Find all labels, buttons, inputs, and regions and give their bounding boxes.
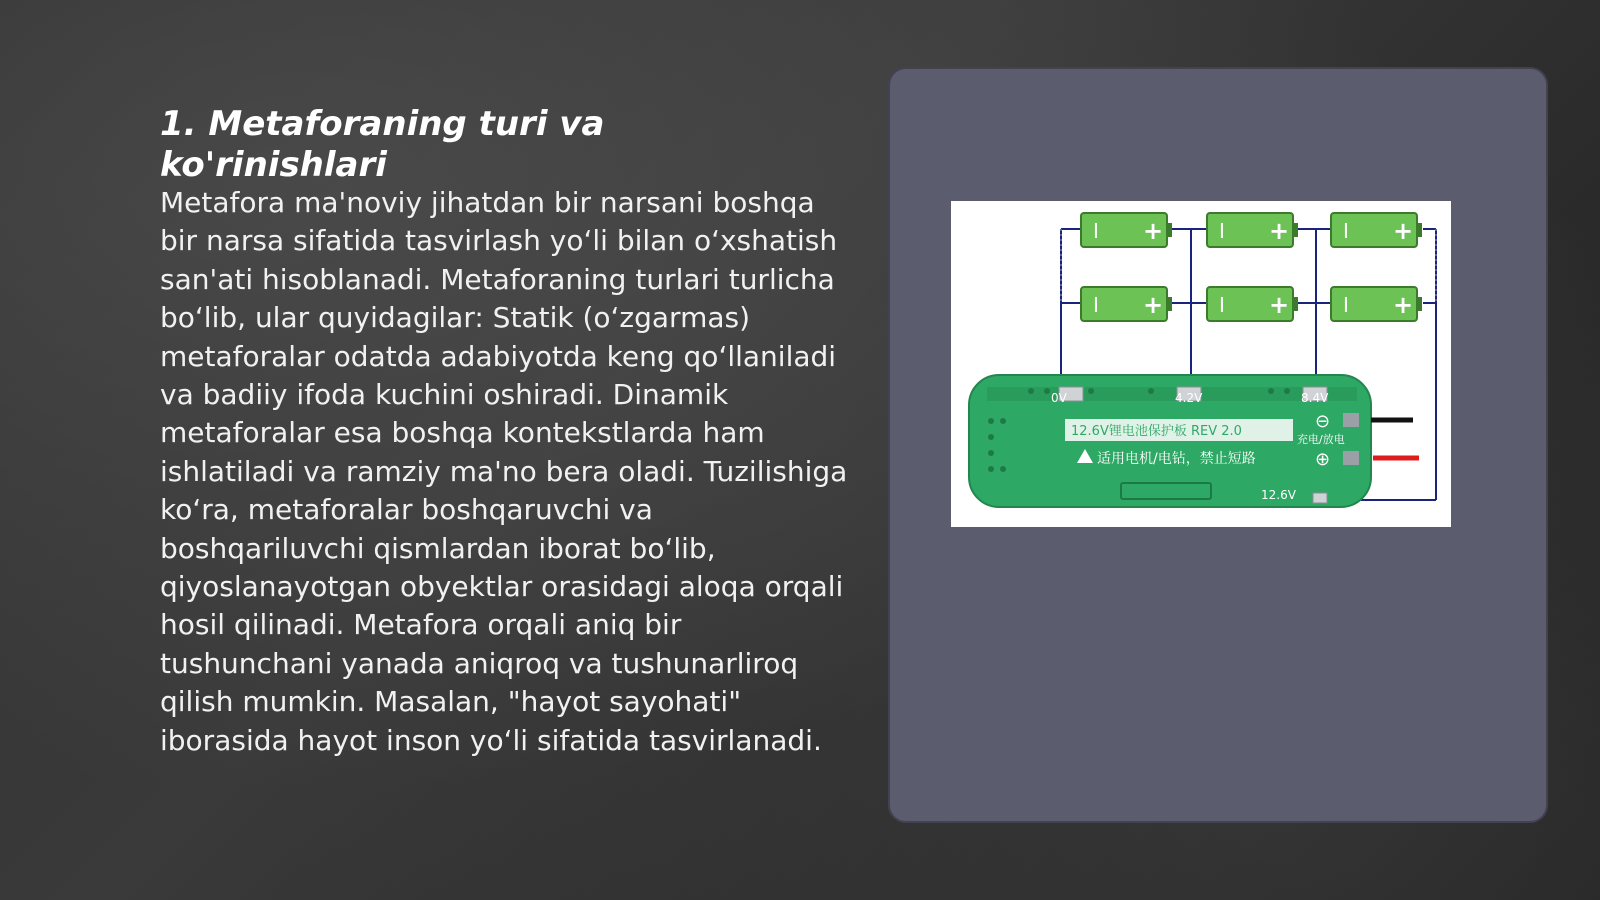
cell-plus-label: + <box>1393 291 1414 319</box>
board-warning-label: 适用电机/电钻，禁止短路 <box>1097 451 1256 467</box>
terminal-label-4v2: 4.2V <box>1175 391 1203 405</box>
cell-plus-label: + <box>1143 291 1164 319</box>
cell-minus-label: I <box>1093 219 1099 243</box>
cell-plus-label: + <box>1143 217 1164 245</box>
cell-minus-label: I <box>1219 219 1225 243</box>
slide-body-text: Metafora ma'noviy jihatdan bir narsani boshqa bir narsa sifatida tasvirlash yo‘li bilan o‘xshatish san'ati hisoblanadi. Metaforaning turlari turlicha bo‘lib, ular quyidagilar: Statik (o‘zgarmas) metaforalar odatda adabiyotda keng qo‘llaniladi va badiiy ifoda kuchini oshiradi. Dinamik metaforalar esa boshqa kontekstlarda ham ishlatiladi va ramziy ma'no bera oladi. Tuzilishiga ko‘ra, metaforalar boshqaruvchi va boshqariluvchi qismlardan iborat bo‘lib, qiyoslanayotgan obyektlar orasidagi aloqa orqali hosil qilinadi. Metafora orqali aniq bir tushunchani yanada aniqroq va tushunarliroq qilish mumkin. Masalan, "hayot sayohati" iborasida hayot inson yo‘li sifatida tasvirlanadi. <box>160 186 848 757</box>
bms-circuit-board <box>969 375 1371 507</box>
battery-cell <box>1207 287 1298 321</box>
terminal-label-8v4: 8.4V <box>1301 391 1329 405</box>
cell-minus-label: I <box>1093 293 1099 317</box>
slide-title: 1. Metaforaning turi va ko'rinishlari <box>160 104 605 185</box>
battery-cell <box>1207 213 1298 247</box>
cell-plus-label: + <box>1269 217 1290 245</box>
battery-cell <box>1331 213 1422 247</box>
bms-wiring-diagram <box>951 201 1451 527</box>
board-model-label: 12.6V锂电池保护板 REV 2.0 <box>1071 424 1242 439</box>
battery-cell <box>1331 287 1422 321</box>
image-panel <box>888 67 1548 823</box>
charge-discharge-label: 充电/放电 <box>1297 433 1345 446</box>
terminal-label-12v6: 12.6V <box>1261 488 1296 502</box>
minus-symbol-icon: ⊖ <box>1315 411 1331 432</box>
battery-cell <box>1081 213 1172 247</box>
cell-minus-label: I <box>1219 293 1225 317</box>
cell-plus-label: + <box>1269 291 1290 319</box>
terminal-label-0v: 0V <box>1051 391 1067 405</box>
cell-minus-label: I <box>1343 219 1349 243</box>
cell-plus-label: + <box>1393 217 1414 245</box>
cell-minus-label: I <box>1343 293 1349 317</box>
battery-cell <box>1081 287 1172 321</box>
plus-symbol-icon: ⊕ <box>1315 449 1331 470</box>
